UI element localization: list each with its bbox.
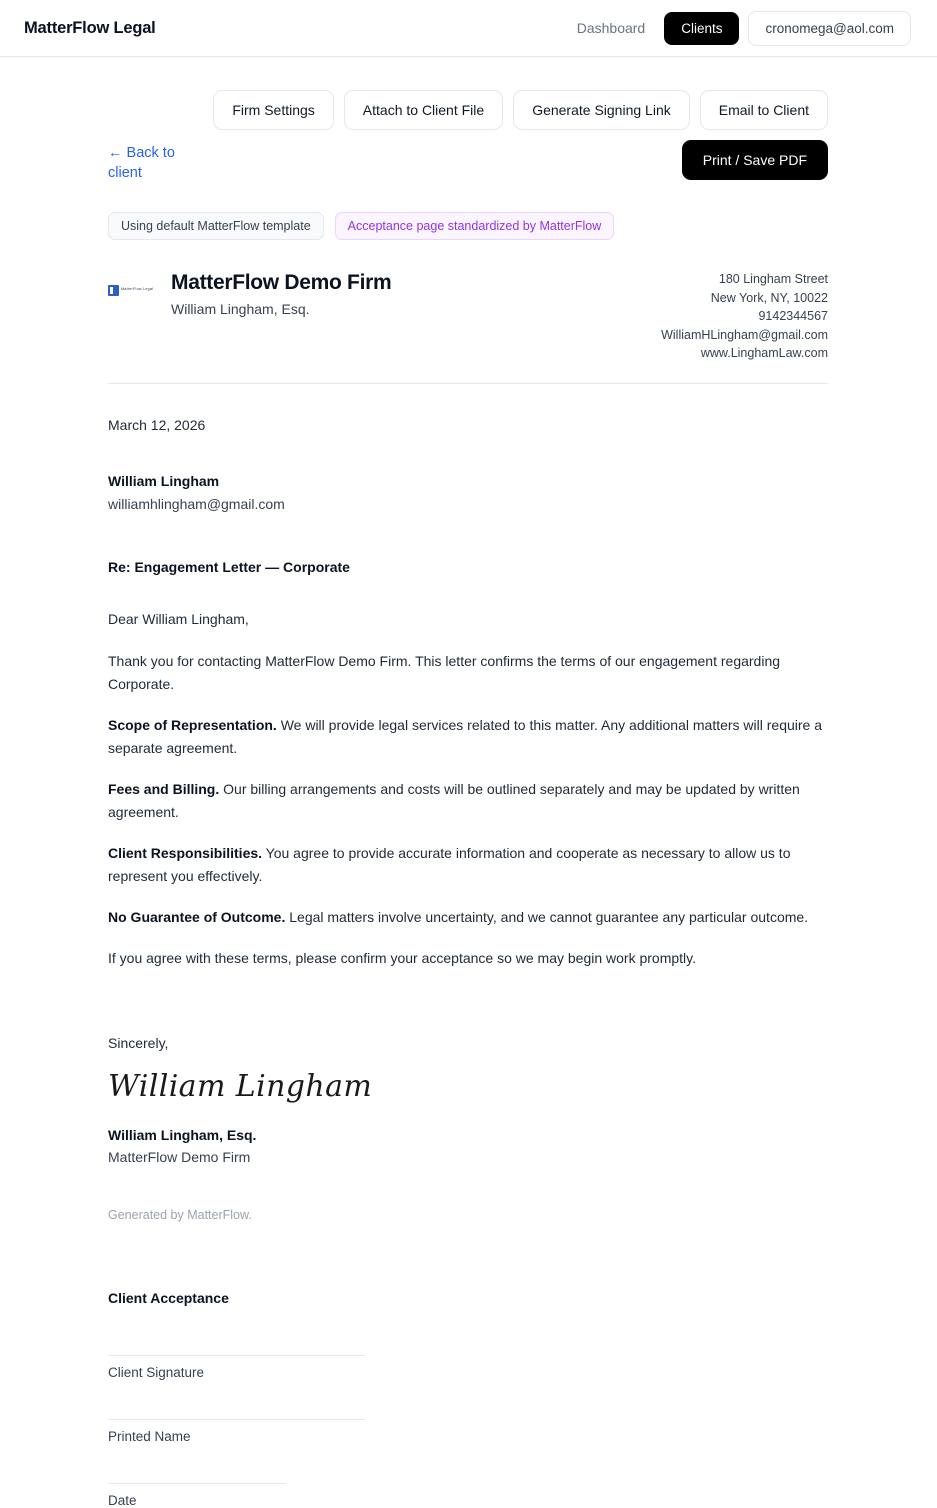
header-nav bbox=[567, 11, 911, 46]
user-account-button[interactable]: cronomega@aol.com bbox=[748, 11, 911, 46]
logo-square-glyph bbox=[108, 285, 119, 296]
attach-to-client-file-button[interactable]: Attach to Client File bbox=[344, 90, 503, 130]
signature-rule bbox=[108, 1483, 286, 1484]
date-field[interactable] bbox=[108, 1483, 828, 1508]
brand-title: MatterFlow Legal bbox=[24, 18, 156, 37]
clause-text: Legal matters involve uncertainty, and we cannot guarantee any particular outcome. bbox=[289, 908, 809, 925]
recipient-email: williamhlingham@gmail.com bbox=[108, 495, 285, 512]
client-signature-label: Client Signature bbox=[108, 1364, 205, 1380]
firm-address-street: 180 Lingham Street bbox=[718, 272, 828, 286]
date-label: Date bbox=[108, 1492, 137, 1508]
letter-closing: Sincerely, bbox=[108, 1034, 169, 1051]
toolbar-button-row bbox=[0, 90, 937, 130]
firm-phone: 9142344567 bbox=[758, 309, 828, 323]
clause-heading: Client Responsibilities. bbox=[108, 844, 263, 861]
signature-rule bbox=[108, 1419, 365, 1420]
print-save-pdf-button[interactable]: Print / Save PDF bbox=[682, 140, 828, 180]
nav-item-dashboard[interactable]: Dashboard bbox=[576, 20, 646, 36]
clause-text: We will provide legal services related to this matter. Any additional matters will require a separate agreement. bbox=[108, 716, 823, 756]
template-status-badge: Using default MatterFlow template bbox=[108, 212, 324, 240]
letter-intro-paragraph: Thank you for contacting MatterFlow Demo Firm. This letter confirms the terms of our engagement regarding Corporate. bbox=[108, 652, 781, 692]
clause-client-responsibilities bbox=[108, 842, 828, 888]
letterhead-firm-block bbox=[108, 270, 391, 317]
logo-wordmark: MatterFlow Legal bbox=[121, 287, 154, 292]
clause-heading: Fees and Billing. bbox=[108, 780, 220, 797]
client-acceptance-section bbox=[108, 1290, 828, 1508]
signature-rule bbox=[108, 1355, 365, 1356]
client-acceptance-title: Client Acceptance bbox=[108, 1289, 229, 1306]
client-signature-field[interactable] bbox=[108, 1355, 828, 1380]
firm-website: www.LinghamLaw.com bbox=[700, 346, 828, 360]
generate-signing-link-button[interactable]: Generate Signing Link bbox=[513, 90, 690, 130]
clause-text: Our billing arrangements and costs will be outlined separately and may be updated by written agreement. bbox=[108, 780, 800, 820]
matterflow-logo-icon bbox=[108, 283, 160, 297]
printed-name-field[interactable] bbox=[108, 1419, 828, 1444]
letter-sheet bbox=[0, 240, 937, 1508]
letter-body bbox=[108, 384, 828, 1227]
clause-no-guarantee-of-outcome bbox=[108, 906, 828, 929]
clause-text: You agree to provide accurate information and cooperate as necessary to allow us to represent you effectively. bbox=[108, 844, 791, 884]
printed-name-label: Printed Name bbox=[108, 1428, 191, 1444]
firm-name: MatterFlow Demo Firm bbox=[171, 271, 392, 294]
firm-identity bbox=[171, 270, 391, 317]
letterhead bbox=[108, 240, 828, 384]
generated-by-note: Generated by MatterFlow. bbox=[108, 1207, 252, 1222]
attorney-signature-image: William Lingham bbox=[108, 1068, 373, 1104]
clause-heading: Scope of Representation. bbox=[108, 716, 277, 733]
letterhead-contact-block bbox=[661, 270, 828, 363]
clause-scope-of-representation bbox=[108, 714, 828, 760]
email-to-client-button[interactable]: Email to Client bbox=[700, 90, 828, 130]
back-to-client-link[interactable]: ← Back to client bbox=[108, 145, 175, 181]
firm-email: WilliamHLingham@gmail.com bbox=[661, 327, 828, 342]
letter-subject: Re: Engagement Letter — Corporate bbox=[108, 558, 350, 575]
signer-name: William Lingham, Esq. bbox=[108, 1126, 257, 1143]
clause-fees-and-billing bbox=[108, 778, 828, 824]
status-badge-row bbox=[0, 180, 937, 240]
letter-salutation: Dear William Lingham, bbox=[108, 610, 249, 627]
app-header bbox=[0, 0, 937, 57]
recipient-name: William Lingham bbox=[108, 472, 220, 489]
clause-heading: No Guarantee of Outcome. bbox=[108, 908, 286, 925]
signer-firm: MatterFlow Demo Firm bbox=[108, 1148, 251, 1165]
nav-item-clients[interactable]: Clients bbox=[664, 12, 739, 45]
letter-confirmation-paragraph: If you agree with these terms, please confirm your acceptance so we may begin work promptly. bbox=[108, 949, 697, 966]
firm-settings-button[interactable]: Firm Settings bbox=[213, 90, 333, 130]
letter-date: March 12, 2026 bbox=[108, 416, 206, 433]
action-toolbar bbox=[0, 57, 937, 180]
firm-address-city: New York, NY, 10022 bbox=[710, 290, 828, 305]
acceptance-standardized-badge: Acceptance page standardized by MatterFlow bbox=[335, 212, 615, 240]
firm-attorney-name: William Lingham, Esq. bbox=[171, 301, 310, 318]
